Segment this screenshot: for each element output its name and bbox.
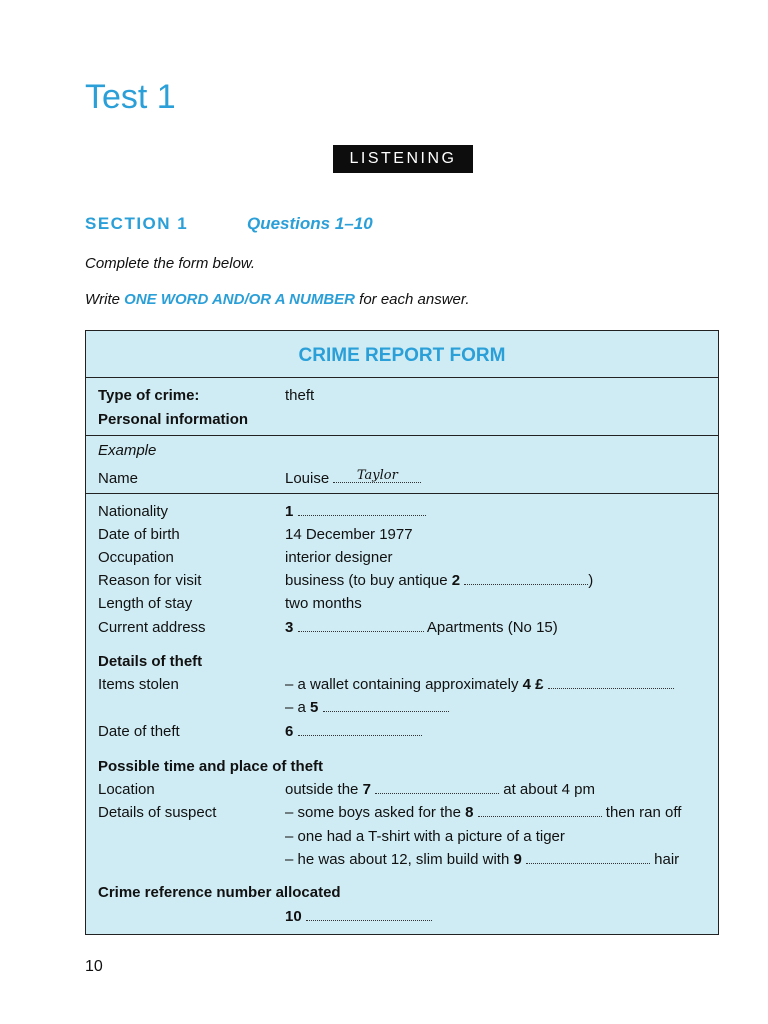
items-label: Items stolen [98, 676, 179, 693]
occupation-value: interior designer [285, 549, 393, 566]
name-label: Name [98, 470, 139, 487]
question-number: 9 [513, 851, 522, 868]
location-suffix: at about 4 pm [503, 781, 595, 798]
question-number: 7 [362, 781, 371, 798]
answer-blank-2[interactable] [464, 572, 588, 585]
suspect3-suffix: hair [654, 851, 680, 868]
section-label: SECTION 1 [85, 214, 189, 233]
question-number: 10 [285, 908, 302, 925]
questions-label: Questions 1–10 [247, 214, 373, 233]
currency-sign: £ [535, 676, 544, 693]
reason-suffix: ) [588, 572, 594, 589]
question-number: 6 [285, 723, 294, 740]
example-answer: Taylor [356, 468, 398, 483]
location-label: Location [98, 781, 155, 798]
name-value [285, 470, 421, 487]
answer-blank-7[interactable] [375, 781, 499, 794]
example-label: Example [98, 442, 157, 459]
form-divider [86, 435, 718, 436]
question-number: 5 [310, 699, 319, 716]
name-text: Louise [285, 470, 330, 487]
form-title: CRIME REPORT FORM [298, 345, 506, 366]
listening-banner: LISTENING [333, 145, 473, 173]
occupation-label: Occupation [98, 549, 174, 566]
answer-blank-10[interactable] [306, 908, 432, 921]
instruction-line-1: Complete the form below. [85, 255, 256, 272]
instruction-suffix: for each answer. [359, 291, 470, 308]
answer-blank-5[interactable] [323, 699, 449, 712]
address-suffix: Apartments (No 15) [426, 619, 558, 636]
answer-blank-9[interactable] [526, 851, 650, 864]
date-of-theft-label: Date of theft [98, 723, 180, 740]
suspect-label: Details of suspect [98, 804, 217, 821]
reason-answer [285, 572, 593, 589]
length-value: two months [285, 595, 362, 612]
crime-report-form [85, 330, 719, 935]
form-divider [86, 377, 718, 378]
question-number: 4 [522, 676, 531, 693]
answer-blank-4[interactable] [548, 676, 674, 689]
question-number: 1 [285, 503, 294, 520]
reference-answer [285, 908, 432, 925]
nationality-answer [285, 503, 426, 520]
name-answer-line [333, 470, 421, 483]
instruction-highlight: ONE WORD AND/OR A NUMBER [124, 291, 355, 308]
location-answer [285, 781, 595, 798]
item-1 [285, 676, 674, 693]
reference-heading: Crime reference number allocated [98, 884, 341, 901]
dob-value: 14 December 1977 [285, 526, 413, 543]
instruction-line-2 [85, 291, 470, 308]
answer-blank-8[interactable] [478, 804, 602, 817]
answer-blank-1[interactable] [298, 503, 426, 516]
page-title: Test 1 [85, 78, 176, 116]
suspect1-prefix: – some boys asked for the [285, 804, 461, 821]
question-number: 3 [285, 619, 294, 636]
page-number: 10 [85, 958, 103, 975]
item-2 [285, 699, 449, 716]
suspect-line-1 [285, 804, 681, 821]
question-number: 2 [451, 572, 461, 589]
reason-label: Reason for visit [98, 572, 202, 589]
type-of-crime-value: theft [285, 387, 315, 404]
answer-blank-3[interactable] [298, 619, 424, 632]
answer-blank-6[interactable] [298, 723, 422, 736]
suspect3-prefix: – he was about 12, slim build with [285, 851, 510, 868]
item1-prefix: – a wallet containing approximately [285, 676, 519, 693]
item2-prefix: – a [285, 699, 306, 716]
nationality-label: Nationality [98, 503, 169, 520]
address-answer [285, 619, 558, 636]
length-label: Length of stay [98, 595, 193, 612]
suspect-line-2: – one had a T-shirt with a picture of a tiger [285, 828, 565, 845]
address-label: Current address [98, 619, 206, 636]
location-prefix: outside the [285, 781, 359, 798]
suspect-line-3 [285, 851, 679, 868]
dob-label: Date of birth [98, 526, 180, 543]
theft-heading: Details of theft [98, 653, 203, 670]
possible-heading: Possible time and place of theft [98, 758, 324, 775]
instruction-prefix: Write [85, 291, 120, 308]
personal-info-heading: Personal information [98, 411, 249, 428]
reason-prefix: business (to buy antique [285, 572, 448, 589]
date-of-theft-answer [285, 723, 422, 740]
form-divider [86, 493, 718, 494]
question-number: 8 [465, 804, 474, 821]
suspect1-suffix: then ran off [605, 804, 682, 821]
type-of-crime-label: Type of crime: [98, 387, 200, 404]
